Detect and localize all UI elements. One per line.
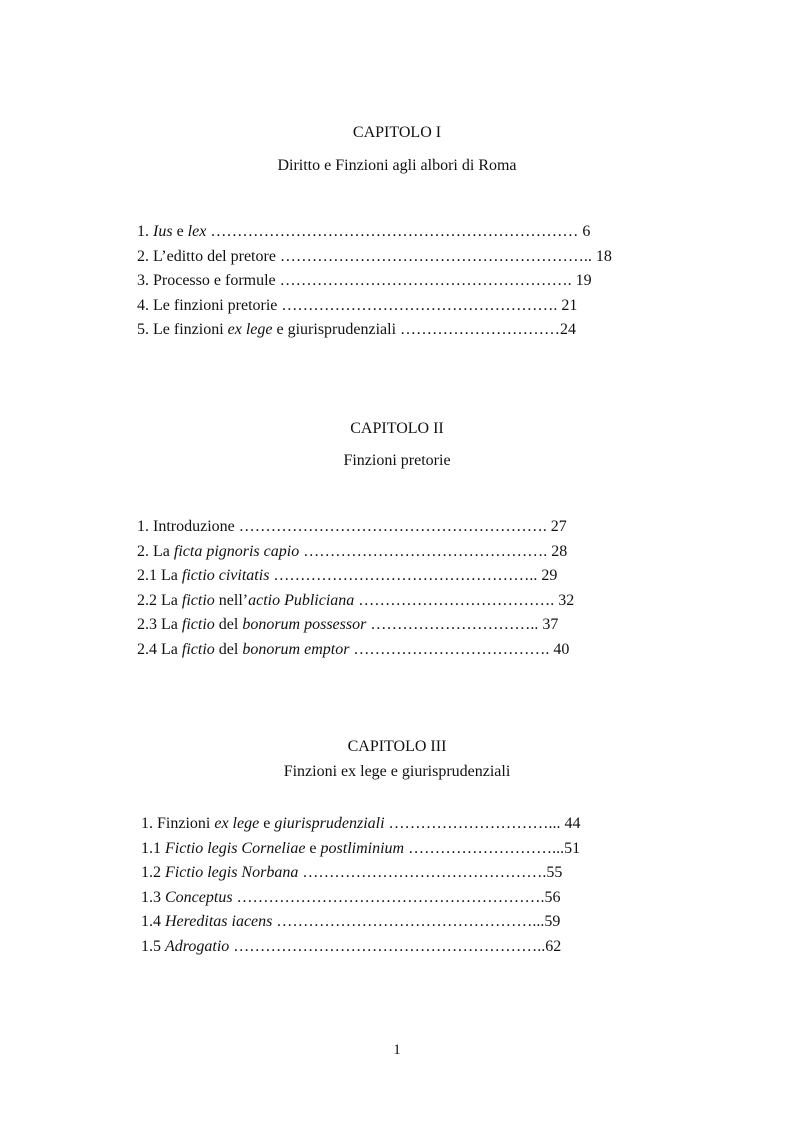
toc-entry-title-part: La bbox=[161, 591, 182, 609]
toc-entry-title-part: del bbox=[214, 640, 243, 658]
toc-entry-leader: ………………………………………….. bbox=[269, 567, 538, 585]
toc-entry-number: 1.4 bbox=[141, 913, 161, 931]
toc-entry-title-part: Fictio legis Norbana bbox=[165, 864, 299, 882]
toc-entry-number: 1. bbox=[137, 518, 149, 535]
toc-entry-title-part: bonorum possessor bbox=[242, 616, 367, 634]
toc-entry bbox=[141, 812, 581, 837]
toc-entry-leader: …………………………... bbox=[384, 815, 561, 832]
toc-entry bbox=[137, 294, 612, 319]
toc-entry-number: 1.5 bbox=[141, 937, 161, 955]
toc-entry-leader: …………………………………………………………… bbox=[206, 223, 579, 240]
toc-entry-title-part: L’editto del pretore bbox=[153, 247, 276, 265]
toc-entry-title-part: Introduzione bbox=[153, 518, 235, 535]
chapter-3-title: Finzioni ex lege e giurisprudenziali bbox=[283, 763, 511, 780]
toc-entry bbox=[137, 540, 574, 565]
toc-entry-title-part: fictio bbox=[181, 616, 215, 634]
toc-entry-title-part: fictio bbox=[181, 591, 215, 609]
toc-entry-title-part: La bbox=[161, 567, 182, 585]
toc-entry-page: 37 bbox=[538, 616, 559, 634]
toc-entry-number: 4. bbox=[137, 296, 149, 314]
toc-entry-page: 28 bbox=[547, 542, 568, 560]
toc-entry-page: 6 bbox=[578, 223, 591, 240]
toc-entry-leader: ………………………………………. bbox=[298, 864, 547, 882]
toc-entry-number: 2.4 bbox=[137, 640, 157, 658]
toc-entry-number: 2.3 bbox=[137, 616, 157, 634]
chapter-3-label: CAPITOLO III bbox=[347, 738, 447, 755]
toc-entry-title-part: postliminium bbox=[320, 839, 405, 857]
toc-entry bbox=[137, 245, 612, 270]
toc-entry-title-part: La bbox=[153, 542, 174, 560]
toc-entry-title-part: lex bbox=[187, 223, 207, 240]
toc-entry-number: 1.3 bbox=[141, 888, 161, 906]
toc-entry-leader: ……………………………………………. bbox=[277, 296, 558, 314]
toc-entry-number: 2. bbox=[137, 247, 149, 265]
toc-entry-title-part: giurisprudenziali bbox=[274, 815, 385, 832]
toc-entry bbox=[137, 564, 574, 589]
toc-entry-leader: ………………………………………. bbox=[299, 542, 548, 560]
toc-entry bbox=[137, 220, 612, 245]
toc-entry-number: 1. bbox=[141, 815, 153, 832]
toc-entry bbox=[141, 861, 581, 886]
toc-entry-title-part: del bbox=[214, 616, 243, 634]
toc-entry-page: 62 bbox=[545, 937, 562, 955]
toc-entry-number: 2.1 bbox=[137, 567, 157, 585]
toc-entry-page: 44 bbox=[560, 815, 581, 832]
toc-entry bbox=[137, 589, 574, 614]
chapter-1-label: CAPITOLO I bbox=[352, 124, 442, 141]
toc-entry-title-part: bonorum emptor bbox=[242, 640, 350, 658]
toc-entry-page: 29 bbox=[537, 567, 558, 585]
toc-entry-title-part: Le finzioni bbox=[153, 321, 228, 339]
page-number: 1 bbox=[393, 1042, 401, 1058]
toc-entry-number: 1.2 bbox=[141, 864, 161, 882]
toc-entry-title-part: Fictio legis Corneliae bbox=[165, 839, 306, 857]
toc-entry-title-part: e bbox=[172, 223, 188, 240]
chapter-2-label: CAPITOLO II bbox=[350, 420, 444, 437]
toc-entry-title-part: La bbox=[161, 640, 182, 658]
toc-entry bbox=[137, 515, 574, 540]
toc-entry-number: 2. bbox=[137, 542, 149, 560]
toc-entry-title-part: fictio civitatis bbox=[181, 567, 270, 585]
toc-entry bbox=[137, 269, 612, 294]
toc-entry-page: 24 bbox=[560, 321, 577, 339]
toc-entry-title-part: Processo e formule bbox=[153, 272, 276, 290]
toc-entry-number: 2.2 bbox=[137, 591, 157, 609]
toc-entry-page: 55 bbox=[546, 864, 563, 882]
toc-entry-number: 3. bbox=[137, 272, 149, 290]
toc-entry-page: 56 bbox=[544, 888, 561, 906]
toc-entry-title-part: nell’ bbox=[214, 591, 249, 609]
toc-entry bbox=[137, 318, 612, 343]
toc-entry-leader: ………………………………………………….. bbox=[275, 247, 592, 265]
toc-entry-title-part: Hereditas iacens bbox=[165, 913, 273, 931]
toc-entry-number: 5. bbox=[137, 321, 149, 339]
toc-entry-title-part: e bbox=[305, 839, 321, 857]
toc-entry-leader: …………………………………………………. bbox=[232, 888, 545, 906]
toc-entry-page: 40 bbox=[549, 640, 570, 658]
toc-entry-title-part: Ius bbox=[153, 223, 173, 240]
toc-entry-page: 21 bbox=[557, 296, 578, 314]
chapter-3-toc bbox=[141, 812, 581, 960]
toc-entry-title-part: actio Publiciana bbox=[248, 591, 355, 609]
chapter-1-title: Diritto e Finzioni agli albori di Roma bbox=[277, 157, 517, 174]
toc-entry-title-part: La bbox=[161, 616, 182, 634]
toc-entry bbox=[141, 935, 581, 960]
chapter-2-title: Finzioni pretorie bbox=[343, 452, 451, 469]
toc-entry-title-part: ficta pignoris capio bbox=[173, 542, 300, 560]
toc-entry-page: 27 bbox=[546, 518, 567, 535]
toc-entry-title-part: Le finzioni pretorie bbox=[153, 296, 278, 314]
toc-entry-leader: ………………………………. bbox=[349, 640, 550, 658]
toc-entry-title-part: ex lege bbox=[227, 321, 273, 339]
toc-entry-leader: …………………………………………... bbox=[272, 913, 545, 931]
toc-entry-leader: ………………………… bbox=[396, 321, 561, 339]
toc-entry-leader: …………………………………………………. bbox=[234, 518, 547, 535]
toc-entry-page: 32 bbox=[554, 591, 575, 609]
toc-entry-title-part: Conceptus bbox=[165, 888, 233, 906]
toc-entry bbox=[141, 910, 581, 935]
toc-entry-leader: ………………………... bbox=[404, 839, 565, 857]
toc-entry-leader: ………………………….. bbox=[366, 616, 539, 634]
toc-entry-page: 59 bbox=[544, 913, 561, 931]
toc-entry-number: 1.1 bbox=[141, 839, 161, 857]
toc-entry-leader: ………………………………………………….. bbox=[229, 937, 546, 955]
toc-entry-title-part: Finzioni bbox=[157, 815, 215, 832]
toc-entry-page: 18 bbox=[591, 247, 612, 265]
toc-entry-leader: ………………………………………………. bbox=[275, 272, 572, 290]
toc-entry-leader: ………………………………. bbox=[354, 591, 555, 609]
toc-entry-title-part: fictio bbox=[181, 640, 215, 658]
toc-entry-page: 51 bbox=[564, 839, 581, 857]
toc-entry bbox=[137, 638, 574, 663]
chapter-1-toc bbox=[137, 220, 612, 343]
toc-entry-title-part: e giurisprudenziali bbox=[272, 321, 397, 339]
toc-entry bbox=[137, 613, 574, 638]
toc-entry bbox=[141, 886, 581, 911]
toc-entry-title-part: Adrogatio bbox=[165, 937, 230, 955]
toc-entry-page: 19 bbox=[571, 272, 592, 290]
toc-entry-title-part: ex lege bbox=[214, 815, 260, 832]
toc-entry bbox=[141, 837, 581, 862]
toc-entry-number: 1. bbox=[137, 223, 149, 240]
chapter-2-toc bbox=[137, 515, 574, 663]
toc-entry-title-part: e bbox=[259, 815, 275, 832]
